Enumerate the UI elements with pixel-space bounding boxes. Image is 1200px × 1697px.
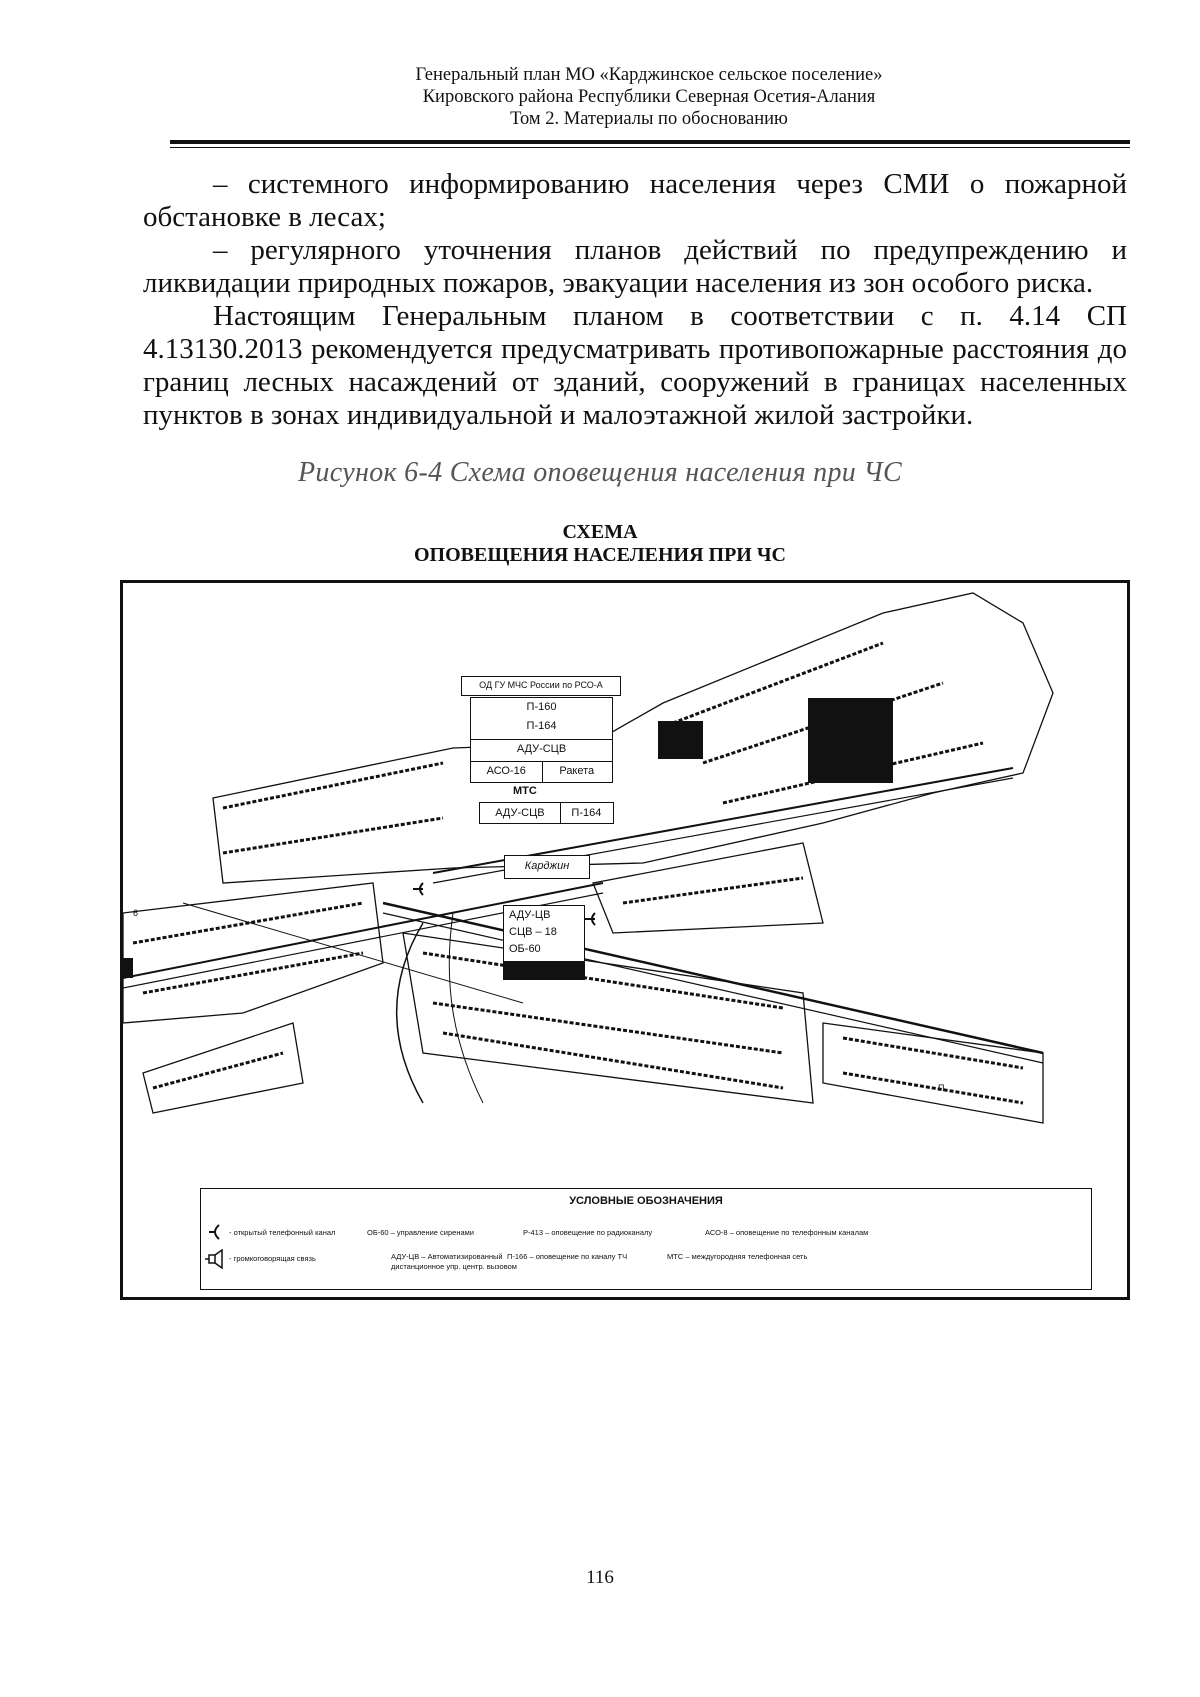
page-number: 116: [586, 1567, 614, 1588]
local-equipment-box: [503, 905, 585, 980]
adu-scv-right: П-164: [571, 807, 602, 819]
main-box-p164: П-164: [526, 720, 557, 732]
adu-scv-box: [479, 802, 614, 824]
legend-title: УСЛОВНЫЕ ОБОЗНАЧЕНИЯ: [569, 1195, 723, 1207]
adu-scv-left: АДУ-СЦВ: [495, 807, 545, 819]
main-equipment-box: [470, 697, 613, 783]
legend-adu-cv-line-1: АДУ-ЦВ – Автоматизированный: [391, 1252, 503, 1261]
bullet-2-line-2: ликвидации природных пожаров, эвакуации населения из зон особого риска.: [143, 267, 1094, 299]
legend-p166: П-166 – оповещение по каналу ТЧ: [507, 1252, 628, 1261]
header-line-2: Кировского района Республики Северная Осетия-Алания: [422, 87, 876, 107]
paragraph-line-1: Настоящим Генеральным планом в соответствии с п. 4.14 СП: [213, 300, 1127, 332]
paragraph-line-4: пунктов в зонах индивидуальной и малоэтажной жилой застройки.: [143, 399, 974, 431]
legend-phone-channel: - открытый телефонный канал: [229, 1228, 336, 1237]
scheme-title-line-2: ОПОВЕЩЕНИЯ НАСЕЛЕНИЯ ПРИ ЧС: [414, 544, 786, 566]
map-legend: [200, 1188, 1092, 1290]
legend-adu-cv-line-2: дистанционное упр. центр. вызовом: [391, 1262, 517, 1271]
main-box-p160: П-160: [526, 701, 557, 713]
bullet-1-line-2: обстановке в лесах;: [143, 201, 386, 233]
header-line-3: Том 2. Материалы по обоснованию: [510, 109, 788, 129]
village-label: Карджин: [524, 860, 570, 872]
main-box-adu-scv: АДУ-СЦВ: [516, 743, 567, 755]
document-header: [170, 64, 1128, 130]
main-box-divider-1: [471, 739, 612, 740]
bullet-1-line-1: – системного информированию населения через СМИ о пожарной: [213, 168, 1127, 200]
road-label-1: 6: [133, 908, 139, 918]
local-box-scv18: СЦВ – 18: [509, 926, 557, 938]
scheme-title-line-1: СХЕМА: [562, 521, 638, 543]
main-box-aso16: АСО-16: [486, 765, 526, 777]
legend-r413: Р-413 – оповещение по радиоканалу: [523, 1228, 653, 1237]
phone-channel-icon: [207, 1223, 225, 1241]
od-gu-mchs-label: ОД ГУ МЧС России по РСО-А: [479, 680, 603, 690]
legend-aso8: АСО-8 – оповещение по телефонным каналам: [705, 1228, 869, 1237]
paragraph-line-3: границ лесных насаждений от зданий, сооружений в границах населенных: [143, 366, 1127, 398]
scheme-title: [0, 521, 1200, 567]
local-box-adu-cv: АДУ-ЦВ: [509, 909, 551, 921]
notification-scheme-map: [120, 580, 1130, 1300]
legend-mts: МТС – междугородняя телефонная сеть: [667, 1252, 808, 1261]
figure-caption: Рисунок 6-4 Схема оповещения населения при ЧС: [298, 457, 902, 488]
main-box-raketa: Ракета: [559, 765, 595, 777]
loudspeaker-icon: [205, 1249, 227, 1269]
paragraph-line-2: 4.13130.2013 рекомендуется предусматривать противопожарные расстояния до: [143, 333, 1127, 365]
local-box-ob60: ОБ-60: [509, 943, 541, 955]
legend-ob60: ОБ-60 – управление сиренами: [367, 1228, 474, 1237]
local-box-black-bar: [504, 961, 584, 979]
legend-loudspeaker: - громкоговорящая связь: [229, 1254, 316, 1263]
od-gu-mchs-box: [461, 676, 621, 696]
header-rule-thick: [170, 140, 1130, 144]
header-rule-thin: [170, 147, 1130, 148]
mts-label: МТС: [513, 785, 537, 797]
bullet-2-line-1: – регулярного уточнения планов действий по предупреждению и: [213, 234, 1127, 266]
village-label-box: [504, 855, 590, 879]
header-line-1: Генеральный план МО «Карджинское сельское поселение»: [415, 65, 883, 85]
body-text: [143, 168, 1127, 432]
road-label-2: П: [938, 1083, 945, 1093]
